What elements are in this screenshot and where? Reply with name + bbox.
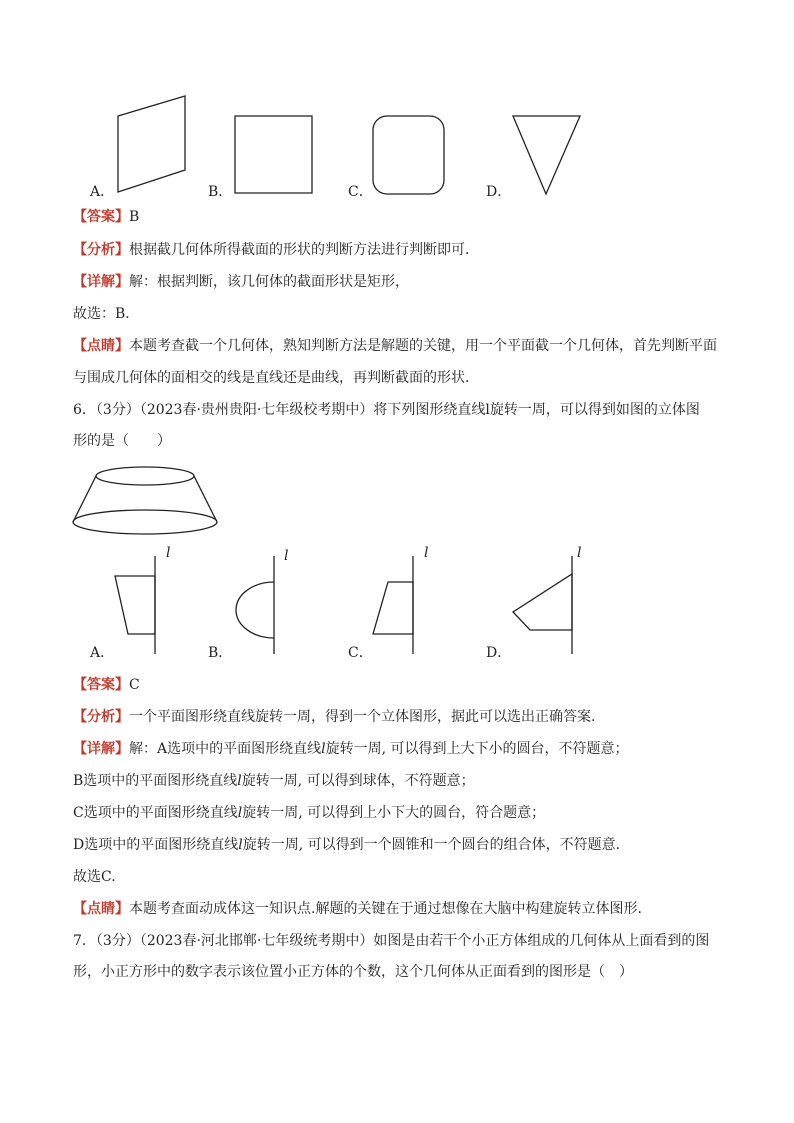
q5-option-b-label[interactable]: B． bbox=[208, 184, 233, 200]
analysis-tag: 【分析】 bbox=[73, 242, 129, 258]
q5-option-c-rounded-square bbox=[368, 112, 450, 198]
q6-detail-b-pre: B选项中的平面图形绕直线 bbox=[73, 773, 238, 789]
q5-option-a-parallelogram bbox=[112, 94, 192, 194]
q6-option-c-label[interactable]: C． bbox=[348, 645, 373, 661]
comment-tag: 【点睛】 bbox=[73, 338, 129, 354]
q6-detail-c-line bbox=[73, 804, 545, 822]
q5-comment-line-1 bbox=[73, 337, 717, 355]
q6-detail-a-post: 旋转一周, 可以得到上大下小的圆台，不符题意； bbox=[325, 741, 629, 757]
q6-detail-d-post: 旋转一周, 可以得到一个圆锥和一个圆台的组合体，不符题意. bbox=[242, 837, 621, 853]
q5-answer-line bbox=[73, 208, 139, 226]
q6-option-a-trapezoid bbox=[110, 548, 170, 658]
q6-c-axis-label: l bbox=[424, 545, 429, 561]
q5-option-c-label[interactable]: C． bbox=[348, 184, 373, 200]
q7-stem-line-1: 7．（3分）（2023春·河北邯郸·七年级统考期中）如图是由若干个小正方体组成的几何体从上面看到的图 bbox=[73, 933, 710, 949]
comment-tag: 【点睛】 bbox=[73, 901, 129, 917]
q5-detail-line bbox=[73, 273, 409, 291]
q6-analysis: 一个平面图形绕直线旋转一周，得到一个立体图形，据此可以选出正确答案. bbox=[129, 709, 596, 725]
q6-detail-c-pre: C选项中的平面图形绕直线 bbox=[73, 805, 238, 821]
q6-comment: 本题考查面动成体这一知识点.解题的关键在于通过想像在大脑中构建旋转立体图形. bbox=[129, 901, 642, 917]
analysis-tag: 【分析】 bbox=[73, 709, 129, 725]
q6-stem-line-2: 形的是（ ） bbox=[73, 433, 171, 449]
q7-stem-line-2: 形，小正方形中的数字表示该位置小正方体的个数，这个几何体从正面看到的图形是（ ） bbox=[73, 964, 633, 980]
q6-option-b-label[interactable]: B． bbox=[208, 645, 233, 661]
q6-stem-line-1: 6．（3分）（2023春·贵州贵阳·七年级校考期中）将下列图形绕直线l旋转一周，可以得到如图的立体图 bbox=[73, 402, 700, 418]
q6-a-axis-label: l bbox=[166, 545, 171, 561]
q6-detail-a-line bbox=[73, 740, 629, 758]
q5-choice: 故选：B． bbox=[73, 306, 140, 322]
q6-option-b-semicircle bbox=[230, 548, 290, 658]
q5-detail: 解：根据判断，该几何体的截面形状是矩形， bbox=[129, 274, 409, 290]
q6-comment-line bbox=[73, 900, 642, 918]
q6-detail-d-pre: D选项中的平面图形绕直线 bbox=[73, 837, 239, 853]
q6-detail-c-post: 旋转一周, 可以得到上小下大的圆台，符合题意； bbox=[242, 805, 546, 821]
q6-b-axis-label: l bbox=[284, 548, 289, 564]
detail-tag: 【详解】 bbox=[73, 274, 129, 290]
q5-analysis: 根据截几何体所得截面的形状的判断方法进行判断即可． bbox=[129, 242, 479, 258]
q6-detail-b-post: 旋转一周, 可以得到球体，不符题意； bbox=[241, 773, 475, 789]
q6-detail-d-line bbox=[73, 836, 620, 854]
axis-l: l bbox=[238, 837, 243, 853]
q6-detail-b-line bbox=[73, 772, 475, 790]
q6-option-a-label[interactable]: A． bbox=[90, 645, 115, 661]
q6-choice: 故选C. bbox=[73, 869, 116, 885]
q5-option-d-triangle bbox=[508, 112, 584, 198]
q6-detail-a-pre: 解：A选项中的平面图形绕直线 bbox=[129, 741, 322, 757]
q5-option-d-label[interactable]: D． bbox=[486, 184, 512, 200]
q5-comment-1: 本题考查截一个几何体，熟知判断方法是解题的关键，用一个平面截一个几何体，首先判断平面 bbox=[129, 338, 717, 354]
q6-option-d-label[interactable]: D． bbox=[486, 645, 512, 661]
detail-tag: 【详解】 bbox=[73, 741, 129, 757]
q5-option-b-square bbox=[230, 112, 316, 198]
answer-tag: 【答案】 bbox=[73, 677, 129, 693]
q5-comment-line-2: 与围成几何体的面相交的线是直线还是曲线，再判断截面的形状． bbox=[73, 370, 479, 386]
q6-frustum-figure bbox=[70, 465, 222, 537]
q5-option-a-label[interactable]: A． bbox=[90, 184, 115, 200]
axis-l: l bbox=[237, 773, 242, 789]
answer-tag: 【答案】 bbox=[73, 209, 129, 225]
q6-answer: C bbox=[129, 677, 140, 693]
q6-answer-line bbox=[73, 676, 140, 694]
q6-analysis-line bbox=[73, 708, 595, 726]
axis-l: l bbox=[237, 805, 243, 821]
q6-option-c-trapezoid bbox=[368, 548, 428, 658]
axis-l: l bbox=[321, 741, 326, 757]
q6-option-d-quadrilateral bbox=[508, 548, 578, 658]
q5-analysis-line bbox=[73, 241, 479, 259]
q5-answer: B bbox=[129, 209, 140, 225]
q6-d-axis-label: l bbox=[577, 545, 582, 561]
